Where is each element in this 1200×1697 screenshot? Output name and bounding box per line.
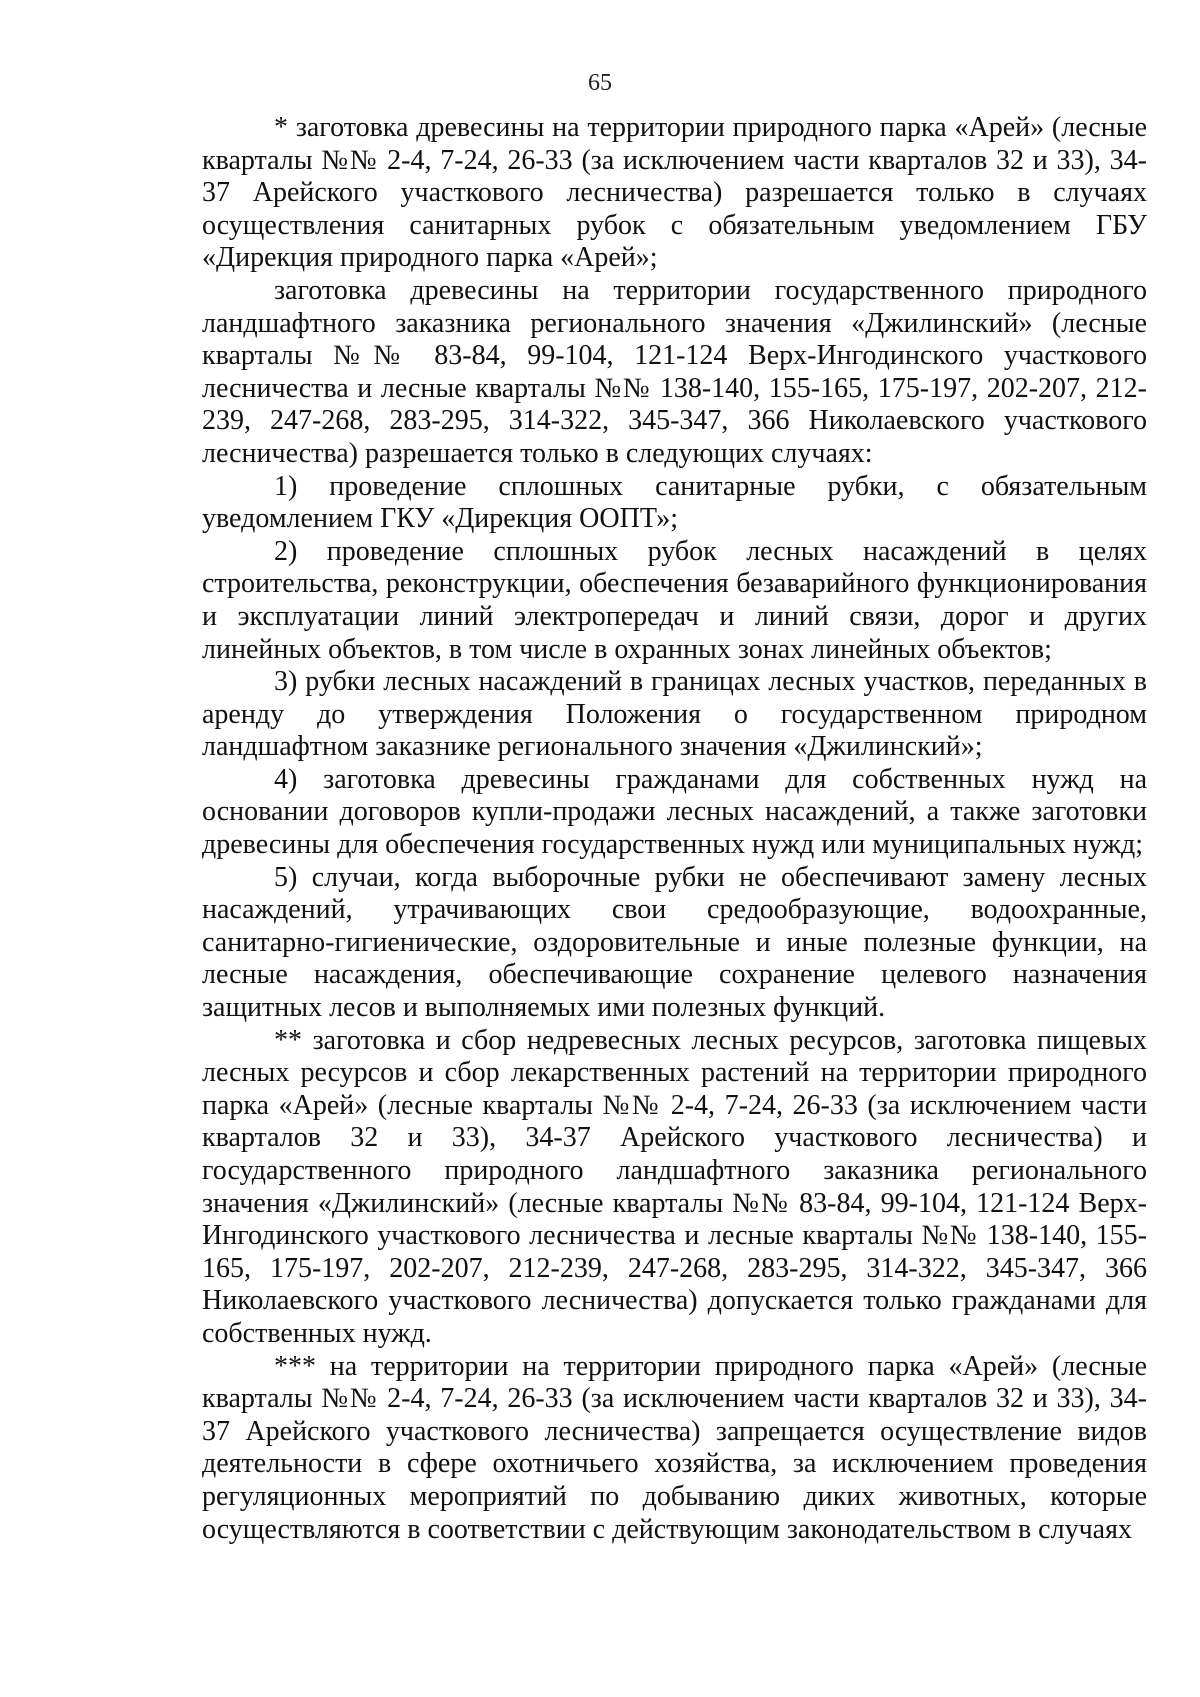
list-item-5: 5) случаи, когда выборочные рубки не обеспечивают замену лесных насаждений, утрачивающих свои средообразующие, водоохранные, санитарно-гигиенические, оздоровительные и иные полезные функции, на лесные насаждения, обеспечивающие сохранение целевого назначения защитных лесов и выполняемых ими полезных функций. (202, 861, 1147, 1024)
paragraph-non-timber-resources: ** заготовка и сбор недревесных лесных ресурсов, заготовка пищевых лесных ресурсов и сбор лекарственных растений на территории природного парка «Арей» (лесные кварталы №№ 2-4, 7-24, 26-33 (за исключением части кварталов 32 и 33), 34-37 Арейского участкового лесничества) и государственного природного ландшафтного заказника регионального значения «Джилинский» (лесные кварталы №№ 83-84, 99-104, 121-124 Верх-Ингодинского участкового лесничества и лесные кварталы №№ 138-140, 155-165, 175-197, 202-207, 212-239, 247-268, 283-295, 314-322, 345-347, 366 Николаевского участкового лесничества) допускается только гражданами для собственных нужд. (202, 1024, 1147, 1349)
paragraph-hunting-restrictions: *** на территории на территории природного парка «Арей» (лесные кварталы №№ 2-4, 7-24, 26-33 (за исключением части кварталов 32 и 33), 34-37 Арейского участкового лесничества) запрещается осуществление видов деятельности в сфере охотничьего хозяйства, за исключением проведения регуляционных мероприятий по добыванию диких животных, которые осуществляются в соответствии с действующим законодательством в случаях (202, 1350, 1147, 1545)
list-item-2: 2) проведение сплошных рубок лесных насаждений в целях строительства, реконструкции, обеспечения безаварийного функционирования и эксплуатации линий электропередач и линий связи, дорог и других линейных объектов, в том числе в охранных зонах линейных объектов; (202, 535, 1147, 665)
list-item-1: 1) проведение сплошных санитарные рубки, с обязательным уведомлением ГКУ «Дирекция ООПТ»; (202, 470, 1147, 535)
page-number: 65 (588, 70, 612, 96)
list-item-4: 4) заготовка древесины гражданами для собственных нужд на основании договоров купли-продажи лесных насаждений, а также заготовки древесины для обеспечения государственных нужд или муниципальных нужд; (202, 763, 1147, 861)
document-body (202, 112, 1147, 1546)
list-item-3: 3) рубки лесных насаждений в границах лесных участков, переданных в аренду до утверждения Положения о государственном природном ландшафтном заказнике регионального значения «Джилинский»; (202, 666, 1147, 763)
paragraph-arey-timber: * заготовка древесины на территории природного парка «Арей» (лесные кварталы №№ 2-4, 7-24, 26-33 (за исключением части кварталов 32 и 33), 34-37 Арейского участкового лесничества) разрешается только в случаях осуществления санитарных рубок с обязательным уведомлением ГБУ «Дирекция природного парка «Арей»; (202, 112, 1147, 274)
paragraph-dzhilinsky-timber: заготовка древесины на территории государственного природного ландшафтного заказника регионального значения «Джилинский» (лесные кварталы №№ 83-84, 99-104, 121-124 Верх-Ингодинского участкового лесничества и лесные кварталы №№ 138-140, 155-165, 175-197, 202-207, 212-239, 247-268, 283-295, 314-322, 345-347, 366 Николаевского участкового лесничества) разрешается только в следующих случаях: (202, 274, 1147, 469)
